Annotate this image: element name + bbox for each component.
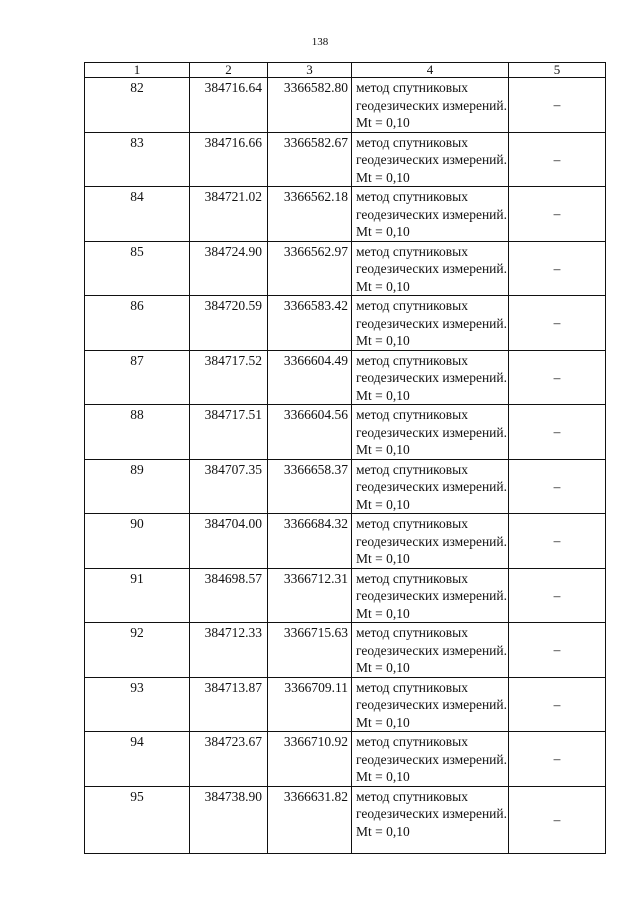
- table-row: [85, 78, 606, 133]
- note-cell: –: [509, 786, 606, 853]
- y-coordinate-cell: 3366710.92: [268, 732, 352, 787]
- method-cell: [352, 78, 509, 133]
- header-col-1: 1: [85, 63, 190, 78]
- x-coordinate-cell: 384704.00: [190, 514, 268, 569]
- method-cell: [352, 296, 509, 351]
- y-coordinate-cell: 3366583.42: [268, 296, 352, 351]
- y-coordinate-cell: 3366631.82: [268, 786, 352, 853]
- x-coordinate-cell: 384724.90: [190, 241, 268, 296]
- y-coordinate-cell: 3366582.67: [268, 132, 352, 187]
- method-text: метод спутниковых геодезических измерений. Mt = 0,10: [356, 570, 508, 621]
- note-cell: –: [509, 514, 606, 569]
- method-cell: [352, 405, 509, 460]
- table-row: [85, 514, 606, 569]
- method-cell: [352, 459, 509, 514]
- header-row: [85, 63, 606, 78]
- y-coordinate-cell: 3366709.11: [268, 677, 352, 732]
- point-number-cell: 84: [85, 187, 190, 242]
- point-number-cell: 91: [85, 568, 190, 623]
- method-cell: [352, 350, 509, 405]
- y-coordinate-cell: 3366562.18: [268, 187, 352, 242]
- x-coordinate-cell: 384720.59: [190, 296, 268, 351]
- note-cell: –: [509, 241, 606, 296]
- y-coordinate-cell: 3366562.97: [268, 241, 352, 296]
- note-cell: –: [509, 623, 606, 678]
- method-cell: [352, 732, 509, 787]
- y-coordinate-cell: 3366582.80: [268, 78, 352, 133]
- note-cell: –: [509, 405, 606, 460]
- header-col-3: 3: [268, 63, 352, 78]
- method-cell: [352, 786, 509, 853]
- note-cell: –: [509, 187, 606, 242]
- y-coordinate-cell: 3366604.56: [268, 405, 352, 460]
- table-row: [85, 241, 606, 296]
- page-number: 138: [311, 36, 329, 48]
- x-coordinate-cell: 384713.87: [190, 677, 268, 732]
- point-number-cell: 93: [85, 677, 190, 732]
- point-number-cell: 87: [85, 350, 190, 405]
- x-coordinate-cell: 384716.66: [190, 132, 268, 187]
- header-col-4: 4: [352, 63, 509, 78]
- x-coordinate-cell: 384721.02: [190, 187, 268, 242]
- x-coordinate-cell: 384698.57: [190, 568, 268, 623]
- note-cell: –: [509, 568, 606, 623]
- note-cell: –: [509, 296, 606, 351]
- method-text: метод спутниковых геодезических измерений. Mt = 0,10: [356, 298, 508, 348]
- table-row: [85, 187, 606, 242]
- table-row: [85, 623, 606, 678]
- method-text: метод спутниковых геодезических измерений. Mt = 0,10: [356, 80, 508, 130]
- y-coordinate-cell: 3366658.37: [268, 459, 352, 514]
- x-coordinate-cell: 384717.52: [190, 350, 268, 405]
- table-row: [85, 350, 606, 405]
- table-row: [85, 786, 606, 853]
- method-cell: [352, 514, 509, 569]
- method-text: метод спутниковых геодезических измерений. Mt = 0,10: [356, 788, 508, 839]
- point-number-cell: 83: [85, 132, 190, 187]
- y-coordinate-cell: 3366684.32: [268, 514, 352, 569]
- note-cell: –: [509, 78, 606, 133]
- method-text: метод спутниковых геодезических измерений. Mt = 0,10: [356, 734, 508, 784]
- method-text: метод спутниковых геодезических измерений. Mt = 0,10: [356, 679, 508, 730]
- table-row: [85, 459, 606, 514]
- x-coordinate-cell: 384716.64: [190, 78, 268, 133]
- x-coordinate-cell: 384717.51: [190, 405, 268, 460]
- header-col-2: 2: [190, 63, 268, 78]
- table-row: [85, 732, 606, 787]
- x-coordinate-cell: 384712.33: [190, 623, 268, 678]
- table-row: [85, 677, 606, 732]
- x-coordinate-cell: 384707.35: [190, 459, 268, 514]
- method-text: метод спутниковых геодезических измерений. Mt = 0,10: [356, 134, 508, 185]
- method-text: метод спутниковых геодезических измерений. Mt = 0,10: [356, 461, 508, 512]
- y-coordinate-cell: 3366604.49: [268, 350, 352, 405]
- method-text: метод спутниковых геодезических измерений. Mt = 0,10: [356, 407, 508, 457]
- point-number-cell: 86: [85, 296, 190, 351]
- y-coordinate-cell: 3366715.63: [268, 623, 352, 678]
- point-number-cell: 92: [85, 623, 190, 678]
- note-cell: –: [509, 132, 606, 187]
- header-col-5: 5: [509, 63, 606, 78]
- point-number-cell: 94: [85, 732, 190, 787]
- method-text: метод спутниковых геодезических измерений. Mt = 0,10: [356, 243, 508, 294]
- coordinates-table: [84, 62, 606, 854]
- method-cell: [352, 132, 509, 187]
- point-number-cell: 88: [85, 405, 190, 460]
- method-cell: [352, 677, 509, 732]
- method-text: метод спутниковых геодезических измерений. Mt = 0,10: [356, 352, 508, 403]
- x-coordinate-cell: 384723.67: [190, 732, 268, 787]
- table-body: [85, 78, 606, 854]
- table-row: [85, 405, 606, 460]
- point-number-cell: 90: [85, 514, 190, 569]
- table-row: [85, 132, 606, 187]
- method-cell: [352, 623, 509, 678]
- table-header: [85, 63, 606, 78]
- note-cell: –: [509, 350, 606, 405]
- point-number-cell: 82: [85, 78, 190, 133]
- table-row: [85, 296, 606, 351]
- note-cell: –: [509, 677, 606, 732]
- y-coordinate-cell: 3366712.31: [268, 568, 352, 623]
- method-text: метод спутниковых геодезических измерений. Mt = 0,10: [356, 625, 508, 675]
- method-cell: [352, 187, 509, 242]
- method-cell: [352, 568, 509, 623]
- table-row: [85, 568, 606, 623]
- method-cell: [352, 241, 509, 296]
- method-text: метод спутниковых геодезических измерений. Mt = 0,10: [356, 189, 508, 239]
- x-coordinate-cell: 384738.90: [190, 786, 268, 853]
- point-number-cell: 89: [85, 459, 190, 514]
- point-number-cell: 85: [85, 241, 190, 296]
- note-cell: –: [509, 459, 606, 514]
- method-text: метод спутниковых геодезических измерений. Mt = 0,10: [356, 516, 508, 566]
- note-cell: –: [509, 732, 606, 787]
- point-number-cell: 95: [85, 786, 190, 853]
